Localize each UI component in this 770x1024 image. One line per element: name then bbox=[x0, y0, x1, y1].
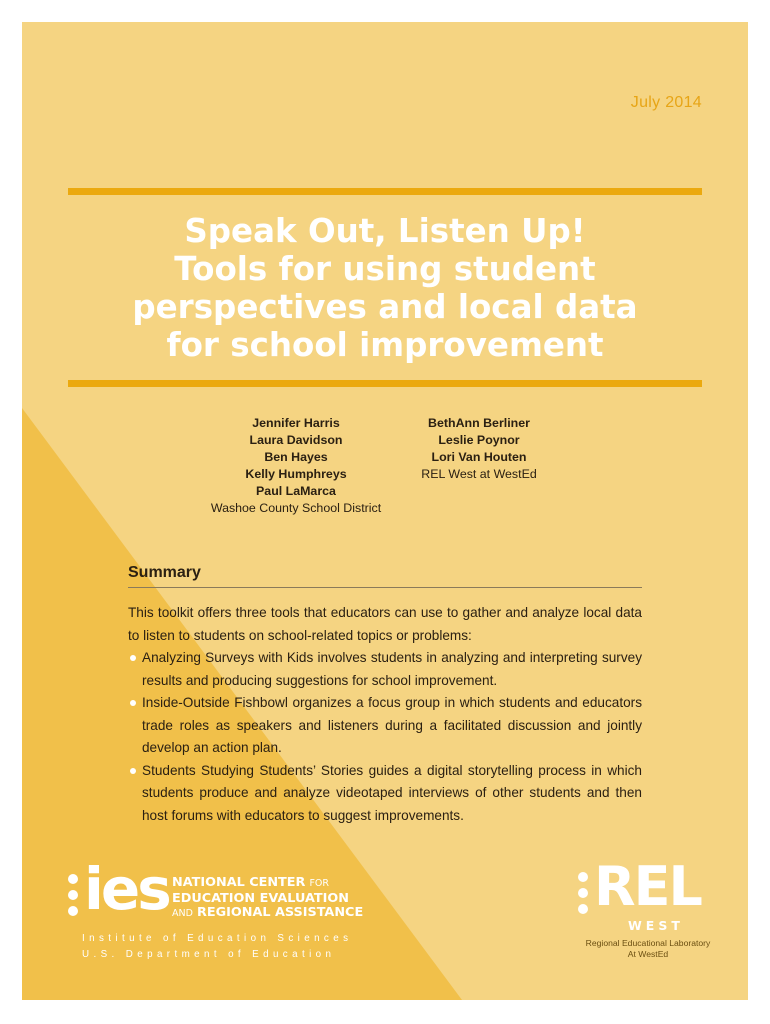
ncee-name bbox=[172, 876, 363, 922]
ies-dots-icon bbox=[64, 864, 84, 924]
rel-wordmark: REL bbox=[594, 855, 701, 918]
ies-institute-line: Institute of Education Sciences bbox=[82, 933, 353, 944]
title-line: for school improvement bbox=[166, 326, 604, 364]
author-name: Lori Van Houten bbox=[431, 450, 527, 464]
title-line: perspectives and local data bbox=[132, 288, 638, 326]
author-name: Leslie Poynor bbox=[438, 433, 520, 447]
title-line: Speak Out, Listen Up! bbox=[184, 212, 586, 250]
rel-dots-icon bbox=[574, 864, 594, 924]
ncee-line-1-small: FOR bbox=[309, 878, 330, 889]
rel-west-logo bbox=[574, 855, 714, 970]
author-name: Jennifer Harris bbox=[252, 416, 340, 430]
author-name: Laura Davidson bbox=[249, 433, 343, 447]
summary-bullet: Inside-Outside Fishbowl organizes a focus group in which students and educators trade roles as speakers and listeners during a facilitated discussion and jointly develop an action plan. bbox=[128, 692, 642, 760]
summary-body bbox=[128, 602, 642, 827]
ncee-line-2: EDUCATION EVALUATION bbox=[172, 890, 349, 906]
author-name: Kelly Humphreys bbox=[245, 467, 347, 481]
author-name: BethAnn Berliner bbox=[428, 416, 530, 430]
ncee-line-1: NATIONAL CENTER bbox=[172, 875, 306, 890]
rel-tagline bbox=[582, 938, 714, 960]
title-line: Tools for using student bbox=[174, 250, 596, 288]
authors-rel-west bbox=[404, 415, 554, 483]
author-name: Ben Hayes bbox=[264, 450, 328, 464]
rel-region: WEST bbox=[628, 918, 684, 933]
publication-date: July 2014 bbox=[630, 94, 702, 111]
author-affiliation: REL West at WestEd bbox=[421, 467, 537, 481]
summary-heading: Summary bbox=[128, 564, 201, 581]
ncee-line-3-small: AND bbox=[172, 908, 193, 919]
rel-tagline-2: At WestEd bbox=[627, 949, 669, 959]
summary-divider bbox=[128, 587, 642, 588]
title-rule-bottom bbox=[68, 380, 702, 387]
summary-bullet: Analyzing Surveys with Kids involves students in analyzing and interpreting survey results and producing suggestions for school improvement. bbox=[128, 647, 642, 692]
summary-bullet: Students Studying Students’ Stories guides a digital storytelling process in which students produce and analyze videotaped interviews of other students and then host forums with educators to suggest improvements. bbox=[128, 760, 642, 828]
report-title bbox=[68, 212, 702, 364]
summary-intro: This toolkit offers three tools that educators can use to gather and analyze local data to listen to students on school-related topics or problems: bbox=[128, 605, 642, 643]
ies-wordmark: ies bbox=[84, 855, 169, 923]
summary-list bbox=[128, 647, 642, 827]
author-affiliation: Washoe County School District bbox=[210, 501, 382, 515]
rel-tagline-1: Regional Educational Laboratory bbox=[585, 938, 711, 948]
ies-department-line: U.S. Department of Education bbox=[82, 949, 336, 960]
report-cover bbox=[22, 22, 748, 1000]
ies-logo bbox=[64, 856, 364, 928]
title-rule-top bbox=[68, 188, 702, 195]
ncee-line-3: REGIONAL ASSISTANCE bbox=[197, 905, 364, 920]
authors-district bbox=[198, 415, 394, 517]
author-name: Paul LaMarca bbox=[256, 484, 336, 498]
